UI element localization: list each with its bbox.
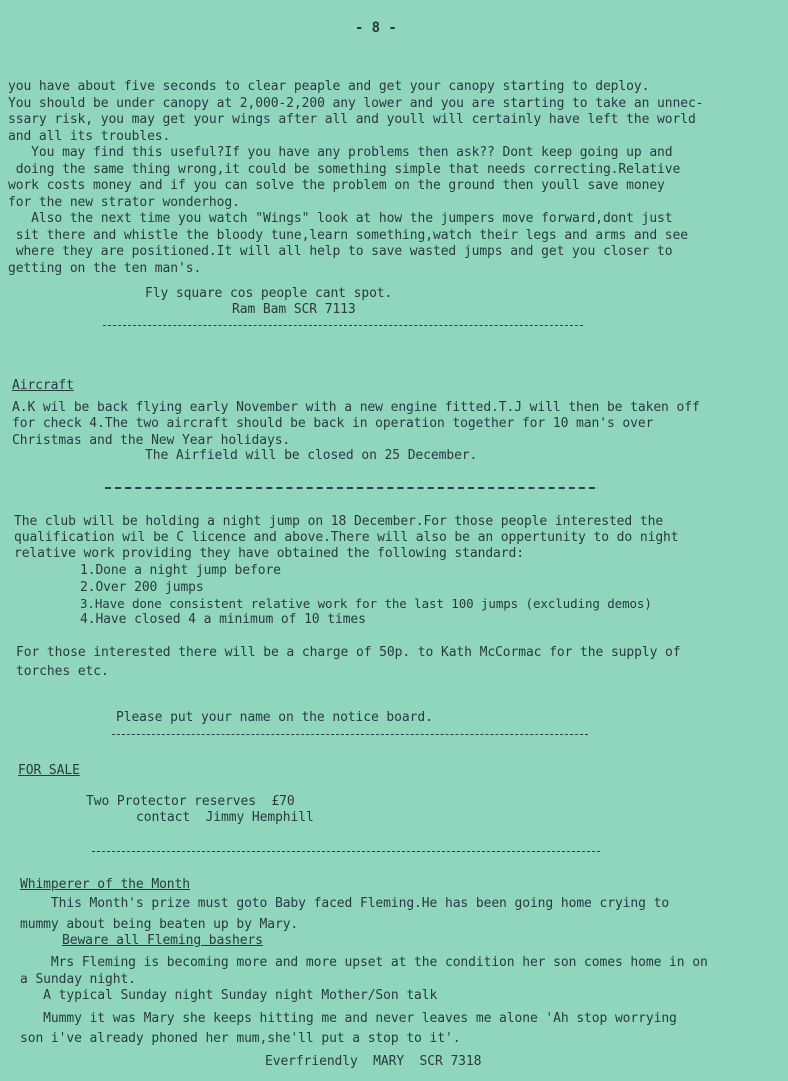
section-divider: [103, 325, 583, 326]
whimperer-line: son i've already phoned her mum,she'll put a stop to it'.: [20, 1031, 461, 1046]
whimperer-line: mummy about being beaten up by Mary.: [20, 917, 299, 932]
charge-line: For those interested there will be a charge of 50p. to Kath McCormac for the supply of: [16, 645, 681, 660]
intro-line: you have about five seconds to clear peaple and get your canopy starting to deploy.: [8, 79, 650, 94]
requirement-item: 1.Done a night jump before: [80, 563, 281, 578]
whimperer-line: A typical Sunday night Sunday night Mother/Son talk: [20, 988, 438, 1003]
section-divider: [105, 487, 595, 489]
aircraft-heading: Aircraft: [12, 378, 74, 393]
section-divider: [112, 734, 588, 735]
intro-line: ssary risk, you may get your wings after all and youll will certainly have left the world: [8, 112, 696, 127]
requirement-item: 2.Over 200 jumps: [80, 580, 204, 595]
charge-line: torches etc.: [16, 664, 109, 679]
intro-line: and all its troubles.: [8, 129, 171, 144]
intro-line: getting on the ten man's.: [8, 261, 202, 276]
whimperer-line: Mummy it was Mary she keeps hitting me and never leaves me alone 'Ah stop worrying: [20, 1011, 677, 1026]
intro-line: You may find this useful?If you have any problems then ask?? Dont keep going up and: [8, 145, 673, 160]
intro-signoff-author: Ram Bam SCR 7113: [232, 302, 356, 317]
aircraft-line: A.K wil be back flying early November with a new engine fitted.T.J will then be taken off: [12, 400, 700, 415]
intro-line: work costs money and if you can solve the problem on the ground then youll save money: [8, 178, 665, 193]
intro-line: where they are positioned.It will all help to save wasted jumps and get you closer to: [8, 244, 673, 259]
whimperer-subheading: Beware all Fleming bashers: [62, 933, 263, 948]
whimperer-line: a Sunday night.: [20, 972, 136, 987]
intro-line: Also the next time you watch "Wings" look at how the jumpers move forward,dont just: [8, 211, 673, 226]
night-jump-line: qualification wil be C licence and above.There will also be an oppertunity to do night: [14, 530, 679, 545]
whimperer-signoff: Everfriendly MARY SCR 7318: [265, 1054, 482, 1069]
for-sale-item: Two Protector reserves £70: [86, 794, 295, 809]
for-sale-heading: FOR SALE: [18, 763, 80, 778]
whimperer-line: Mrs Fleming is becoming more and more upset at the condition her son comes home in on: [20, 955, 708, 970]
intro-signoff-motto: Fly square cos people cant spot.: [145, 286, 393, 301]
night-jump-line: The club will be holding a night jump on 18 December.For those people interested the: [14, 514, 664, 529]
requirement-item: 3.Have done consistent relative work for the last 100 jumps (excluding demos): [80, 596, 652, 611]
for-sale-contact: contact Jimmy Hemphill: [136, 810, 314, 825]
aircraft-closing: The Airfield will be closed on 25 December.: [145, 448, 478, 463]
intro-line: You should be under canopy at 2,000-2,200 any lower and you are starting to take an unnec-: [8, 96, 704, 111]
whimperer-line: This Month's prize must goto Baby faced Fleming.He has been going home crying to: [20, 896, 670, 911]
intro-line: sit there and whistle the bloody tune,learn something,watch their legs and arms and see: [8, 228, 688, 243]
section-divider: [92, 851, 600, 852]
requirement-item: 4.Have closed 4 a minimum of 10 times: [80, 612, 366, 627]
aircraft-line: Christmas and the New Year holidays.: [12, 433, 291, 448]
notice-line: Please put your name on the notice board.: [116, 710, 433, 725]
page-number: - 8 -: [355, 20, 397, 36]
aircraft-line: for check 4.The two aircraft should be back in operation together for 10 man's over: [12, 416, 654, 431]
whimperer-heading: Whimperer of the Month: [20, 877, 190, 892]
night-jump-line: relative work providing they have obtained the following standard:: [14, 546, 524, 561]
intro-line: doing the same thing wrong,it could be something simple that needs correcting.Relative: [8, 162, 681, 177]
intro-line: for the new strator wonderhog.: [8, 195, 240, 210]
